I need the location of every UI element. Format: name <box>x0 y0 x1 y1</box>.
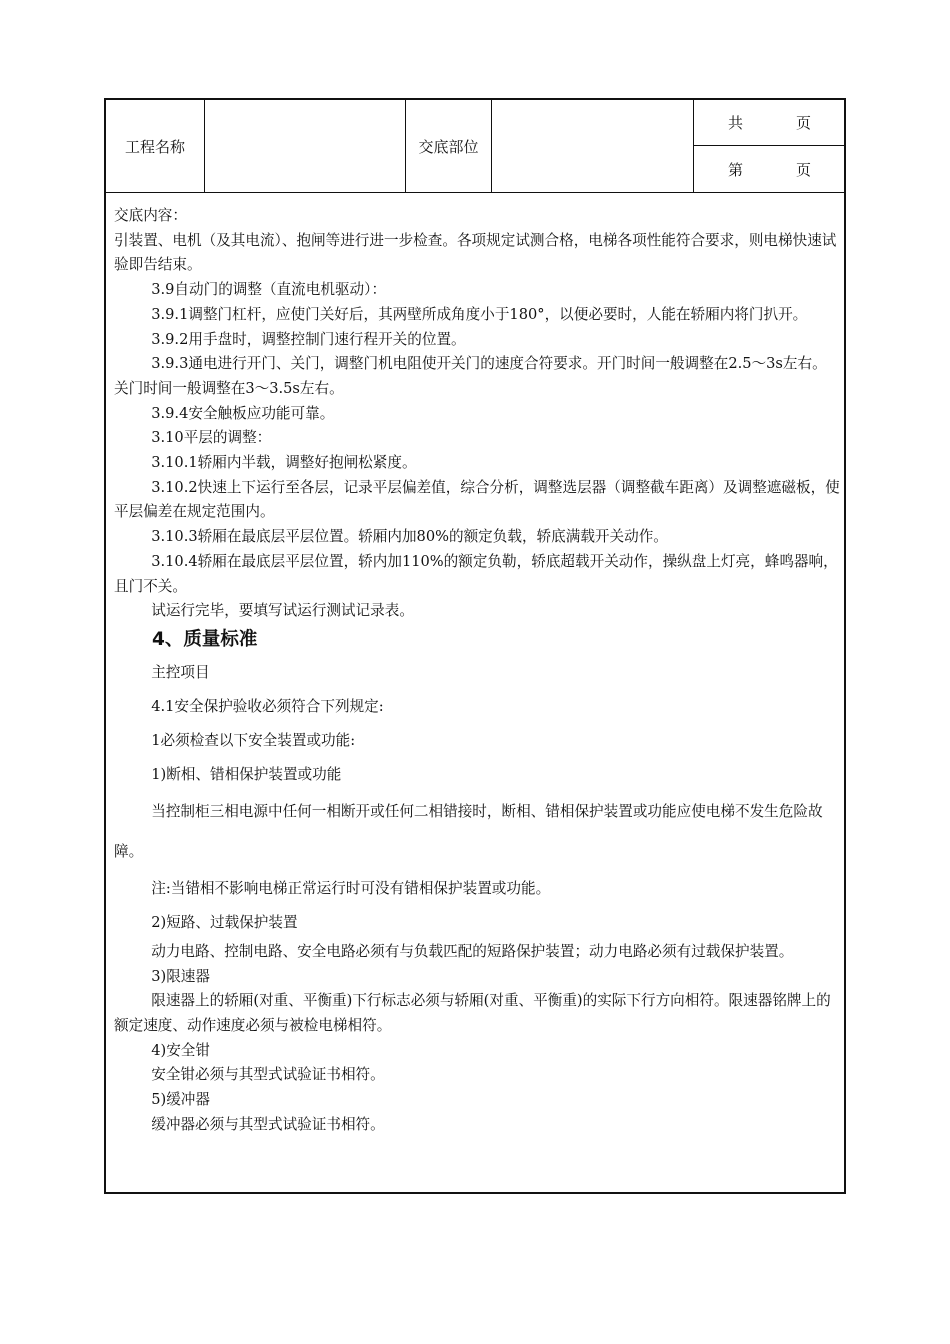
total-pages <box>694 100 846 146</box>
paragraph: 试运行完毕，要填写试运行测试记录表。 <box>151 602 414 620</box>
current-page <box>694 146 846 192</box>
intro-label: 交底内容： <box>114 207 187 224</box>
page-info <box>694 100 846 192</box>
location-field[interactable] <box>492 100 694 192</box>
paragraph: 3.9.4安全触板应功能可靠。 <box>151 404 335 422</box>
paragraph: 3.9.3通电进行开门、关门，调整门机电阻使开关门的速度合符要求。开门时间一般调整在2.5～3s左右。关门时间一般调整在3～3.5s左右。 <box>114 355 827 397</box>
total-unit: 页 <box>796 114 812 132</box>
main-control-heading: 主控项目 <box>151 663 210 681</box>
item-title: 5)缓冲器 <box>151 1091 210 1109</box>
paragraph: 3.10.2快速上下运行至各层，记录平层偏差值，综合分析，调整选层器（调整截车距离）及调整遮磁板，使平层偏差在规定范围内。 <box>114 478 840 521</box>
disclosure-form <box>104 98 846 1194</box>
project-name-label: 工程名称 <box>106 100 205 192</box>
paragraph: 引装置、电机（及其电流）、抱闸等进行进一步检查。各项规定试测合格，电梯各项性能符合要求，则电梯快速试验即告结束。 <box>114 231 837 274</box>
paragraph: 3.9.1调整门杠杆，应使门关好后，其两壁所成角度小于180°，以便必要时，人能在轿厢内将门扒开。 <box>151 305 808 323</box>
item-text: 限速器上的轿厢(对重、平衡重)下行标志必须与轿厢(对重、平衡重)的实际下行方向相符。限速器铭牌上的额定速度、动作速度必须与被检电梯相符。 <box>114 992 831 1035</box>
item-title: 2)短路、过载保护装置 <box>151 913 298 931</box>
item-text: 当控制柜三相电源中任何一相断开或任何二相错接时，断相、错相保护装置或功能应使电梯不发生危险故障。 <box>114 802 823 860</box>
section-title: 4、质量标准 <box>152 628 258 650</box>
paragraph: 3.10.3轿厢在最底层平层位置。轿厢内加80%的额定负载，轿底满载开关动作。 <box>151 528 668 546</box>
location-label: 交底部位 <box>406 100 492 192</box>
item-title: 3)限速器 <box>151 967 210 985</box>
item-title: 1)断相、错相保护装置或功能 <box>151 765 342 783</box>
item-text: 动力电路、控制电路、安全电路必须有与负载匹配的短路保护装置；动力电路必须有过载保护装置。 <box>151 942 794 960</box>
project-name-field[interactable] <box>205 100 406 192</box>
form-header <box>106 100 846 193</box>
total-label: 共 <box>728 114 744 132</box>
page-label: 第 <box>728 160 744 179</box>
paragraph: 3.9.2用手盘时，调整控制门速行程开关的位置。 <box>151 330 466 348</box>
item-text: 安全钳必须与其型式试验证书相符。 <box>151 1066 385 1084</box>
clause-1: 1必须检查以下安全装置或功能: <box>151 731 356 749</box>
item-text: 缓冲器必须与其型式试验证书相符。 <box>151 1115 385 1133</box>
paragraph: 3.10.1轿厢内半载，调整好抱闸松紧度。 <box>151 454 417 472</box>
page-unit: 页 <box>796 160 812 179</box>
paragraph: 3.10.4轿厢在最底层平层位置，轿内加110%的额定负勒，轿底超载开关动作，操纵盘上灯亮，蜂鸣器响，且门不关。 <box>114 552 838 595</box>
paragraph: 3.9自动门的调整（直流电机驱动）： <box>151 281 387 299</box>
note: 注:当错相不影响电梯正常运行时可没有错相保护装置或功能。 <box>151 879 551 897</box>
disclosure-content <box>114 204 840 1138</box>
item-title: 4)安全钳 <box>151 1041 210 1059</box>
paragraph: 3.10平层的调整： <box>151 429 272 447</box>
clause-4-1: 4.1安全保护验收必须符合下列规定: <box>151 697 384 715</box>
